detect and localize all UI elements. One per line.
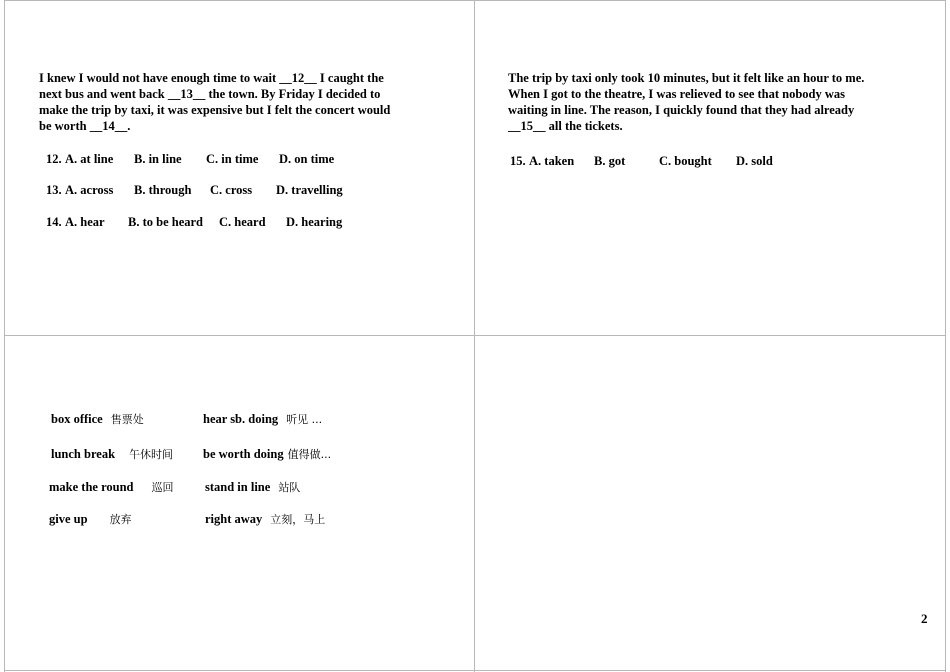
vocab-chinese: 立刻，马上 bbox=[270, 513, 326, 526]
vocab-chinese: 午休时间 bbox=[129, 448, 174, 461]
vocab-english: stand in line bbox=[205, 480, 271, 494]
passage-line: I knew I would not have enough time to wait __12__ I caught the bbox=[39, 71, 384, 85]
option-b: B. through bbox=[134, 183, 192, 197]
question-number: 15. bbox=[510, 154, 526, 168]
passage-line: make the trip by taxi, it was expensive but I felt the concert would bbox=[39, 103, 391, 117]
vocab-item bbox=[205, 511, 325, 527]
vocab-item bbox=[51, 446, 173, 462]
vocab-chinese: 售票处 bbox=[110, 413, 144, 426]
vocab-english: hear sb. doing bbox=[203, 412, 279, 426]
vocab-item bbox=[203, 446, 331, 462]
bottom-border bbox=[4, 670, 946, 671]
option-c: C. cross bbox=[210, 183, 253, 197]
question-number: 13. bbox=[46, 183, 62, 197]
option-d: D. sold bbox=[736, 154, 773, 168]
option-d: D. travelling bbox=[276, 183, 343, 197]
passage-line: The trip by taxi only took 10 minutes, but it felt like an hour to me. bbox=[508, 71, 865, 85]
vocab-chinese: 巡回 bbox=[151, 481, 174, 494]
option-c: C. in time bbox=[206, 152, 259, 166]
vocab-english: be worth doing bbox=[203, 447, 284, 461]
page-number: 2 bbox=[921, 611, 928, 626]
vocab-english: lunch break bbox=[51, 447, 116, 461]
option-a: A. at line bbox=[65, 152, 114, 166]
vocab-english: make the round bbox=[49, 480, 134, 494]
vocab-english: right away bbox=[205, 512, 263, 526]
question-number: 14. bbox=[46, 215, 62, 229]
option-a: A. taken bbox=[529, 154, 575, 168]
option-b: B. got bbox=[594, 154, 626, 168]
question-number: 12. bbox=[46, 152, 62, 166]
vocab-chinese: 值得做... bbox=[287, 448, 332, 461]
passage-line: next bus and went back __13__ the town. By Friday I decided to bbox=[39, 87, 381, 101]
option-d: D. hearing bbox=[286, 215, 343, 229]
option-c: C. heard bbox=[219, 215, 266, 229]
vocab-item bbox=[205, 479, 300, 495]
vocab-item bbox=[49, 479, 174, 495]
vocab-english: give up bbox=[49, 512, 88, 526]
passage-left bbox=[39, 70, 390, 134]
option-b: B. in line bbox=[134, 152, 182, 166]
passage-line: be worth __14__. bbox=[39, 119, 131, 133]
vocab-chinese: 放弃 bbox=[109, 513, 132, 526]
vocab-item bbox=[51, 411, 144, 427]
option-a: A. hear bbox=[65, 215, 105, 229]
right-border bbox=[945, 0, 946, 672]
option-c: C. bought bbox=[659, 154, 712, 168]
vocab-item bbox=[49, 511, 132, 527]
vocab-english: box office bbox=[51, 412, 103, 426]
vertical-divider bbox=[474, 0, 475, 672]
horizontal-divider bbox=[4, 335, 946, 336]
option-d: D. on time bbox=[279, 152, 335, 166]
passage-right bbox=[508, 70, 864, 134]
passage-line: waiting in line. The reason, I quickly found that they had already bbox=[508, 103, 855, 117]
vocab-chinese: 站队 bbox=[278, 481, 301, 494]
option-a: A. across bbox=[65, 183, 114, 197]
top-border bbox=[4, 0, 946, 1]
option-b: B. to be heard bbox=[128, 215, 203, 229]
left-border bbox=[4, 0, 5, 672]
vocab-chinese: 听见 ... bbox=[286, 413, 323, 426]
vocab-item bbox=[203, 411, 322, 427]
passage-line: __15__ all the tickets. bbox=[508, 119, 623, 133]
passage-line: When I got to the theatre, I was relieved to see that nobody was bbox=[508, 87, 846, 101]
